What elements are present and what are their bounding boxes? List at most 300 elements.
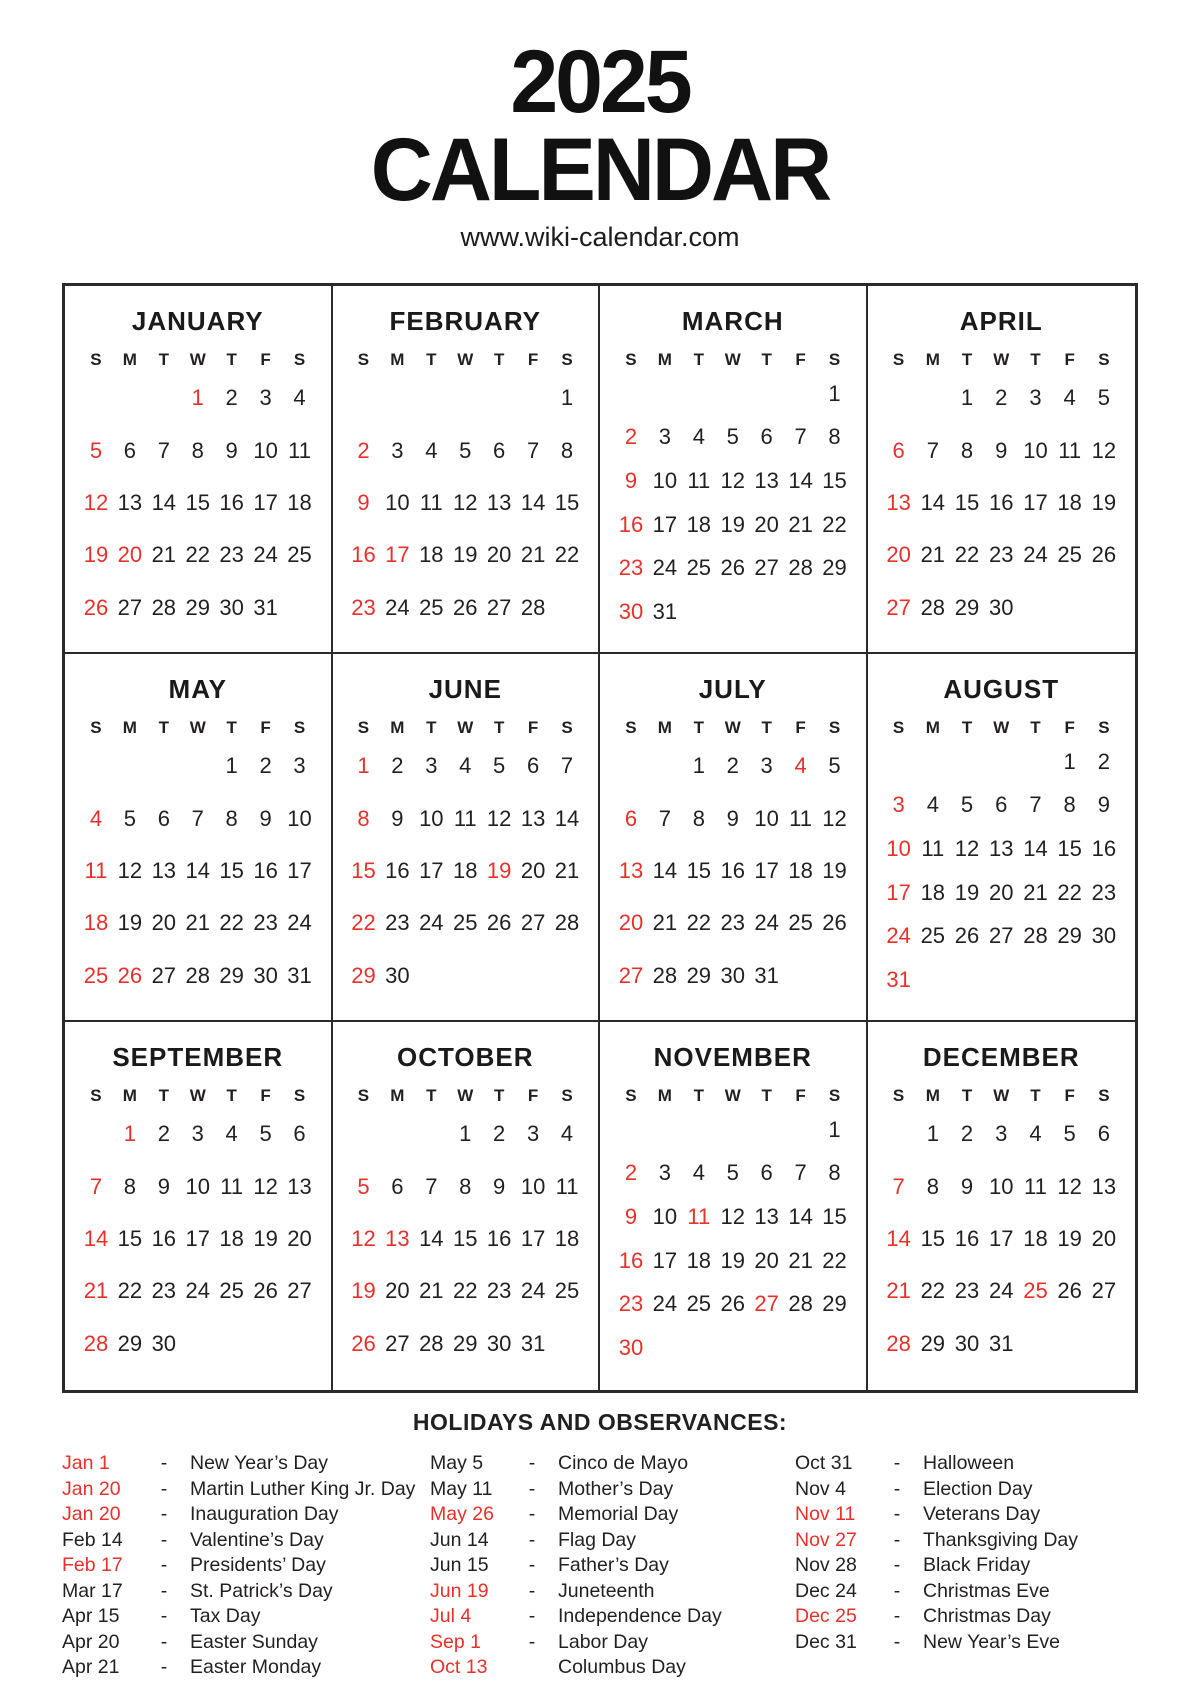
weekday-letter: M <box>122 350 137 369</box>
day-cell: 7 <box>191 805 204 831</box>
day-cell: 24 <box>287 910 312 936</box>
day-cell <box>1087 595 1121 621</box>
day-cell <box>882 1121 916 1147</box>
weekday-letter: T <box>1030 718 1041 737</box>
weekday-letter: S <box>293 718 306 737</box>
day-cell: 4 <box>692 424 705 450</box>
day-cell: 8 <box>357 805 370 831</box>
holiday-row <box>430 1502 795 1528</box>
holiday-date: Nov 28 <box>795 1554 857 1576</box>
day-cell: 15 <box>351 857 376 883</box>
day-cell: 20 <box>989 879 1014 905</box>
day-cell <box>682 1117 716 1143</box>
day-cell <box>1053 1331 1087 1357</box>
day-cell: 28 <box>520 594 546 620</box>
day-cell: 4 <box>560 1121 574 1147</box>
day-cell: 9 <box>259 805 272 831</box>
month-title: JUNE <box>428 674 502 704</box>
day-cell: 17 <box>989 1225 1014 1251</box>
day-cell: 12 <box>822 805 847 831</box>
weekday-letter: W <box>189 1086 206 1105</box>
day-cell: 6 <box>526 753 540 779</box>
day-cell: 26 <box>720 1291 745 1317</box>
weekday-letter: M <box>925 350 940 369</box>
weekday-letter: F <box>527 1086 539 1105</box>
holiday-row <box>430 1579 795 1605</box>
day-cell: 16 <box>618 1247 644 1273</box>
day-cell <box>916 749 950 775</box>
day-cell: 10 <box>886 836 911 862</box>
day-cell: 18 <box>686 1247 712 1273</box>
day-cell: 2 <box>391 753 404 779</box>
weekday-letter: F <box>795 350 806 369</box>
date-row <box>347 595 585 621</box>
weekday-letter: T <box>226 718 237 737</box>
day-cell: 14 <box>185 857 210 883</box>
day-cell: 4 <box>225 1121 238 1147</box>
holiday-row <box>430 1630 795 1656</box>
day-cell: 22 <box>554 542 580 568</box>
day-cell <box>1018 749 1052 775</box>
day-cell: 27 <box>486 594 512 620</box>
day-cell <box>648 753 682 779</box>
holiday-dash: - <box>528 1554 536 1576</box>
day-cell <box>818 963 852 989</box>
day-cell <box>916 967 950 993</box>
day-cell: 13 <box>486 489 512 515</box>
day-cell: 12 <box>453 489 478 515</box>
weekday-letter: W <box>457 1086 474 1105</box>
day-cell: 14 <box>554 805 580 831</box>
weekday-letter: S <box>625 350 637 369</box>
holiday-row <box>430 1604 795 1630</box>
day-cell: 19 <box>453 542 478 568</box>
date-row <box>614 858 852 884</box>
day-cell <box>215 1331 249 1357</box>
day-cell: 29 <box>920 1330 946 1356</box>
day-cell: 26 <box>1091 542 1117 568</box>
day-cell: 20 <box>618 910 644 936</box>
day-cell: 8 <box>692 805 705 831</box>
day-cell: 5 <box>960 792 974 818</box>
day-cell: 16 <box>1091 836 1117 862</box>
day-cell <box>79 385 113 411</box>
date-row <box>79 910 317 936</box>
day-cell: 28 <box>185 962 210 988</box>
weekday-letter: S <box>561 350 573 369</box>
day-cell: 21 <box>788 1247 813 1273</box>
day-cell: 5 <box>1063 1121 1076 1147</box>
day-cell: 3 <box>658 424 671 450</box>
holiday-row <box>62 1630 430 1656</box>
weekday-letter: W <box>457 718 474 737</box>
day-cell: 15 <box>554 489 580 515</box>
day-cell: 11 <box>555 1173 579 1199</box>
weekday-letter: S <box>1098 1086 1110 1105</box>
day-cell: 18 <box>419 542 444 568</box>
holiday-date: Apr 15 <box>62 1605 120 1627</box>
day-cell: 6 <box>624 805 638 831</box>
day-cell: 2 <box>157 1121 170 1147</box>
holiday-name: Columbus Day <box>558 1656 686 1678</box>
day-cell: 25 <box>788 910 813 936</box>
day-cell <box>818 1335 852 1361</box>
page-header <box>0 0 1200 253</box>
weekday-letter: T <box>1030 1086 1041 1105</box>
month-cell <box>333 1022 601 1390</box>
holiday-row <box>430 1553 795 1579</box>
day-cell: 4 <box>1063 385 1076 411</box>
holiday-name: Election Day <box>923 1477 1033 1500</box>
holiday-dash: - <box>893 1503 901 1525</box>
day-cell: 26 <box>253 1278 278 1304</box>
weekday-letter: F <box>527 350 539 369</box>
holiday-date: Jun 19 <box>430 1579 489 1602</box>
holiday-dash: - <box>160 1579 168 1602</box>
day-cell: 5 <box>726 424 739 450</box>
day-cell: 13 <box>1091 1173 1117 1199</box>
day-cell: 10 <box>287 805 312 831</box>
day-cell: 27 <box>754 555 779 581</box>
day-cell: 26 <box>486 910 512 936</box>
day-cell: 12 <box>954 836 980 862</box>
day-cell <box>882 749 916 775</box>
month-cell <box>600 1022 868 1390</box>
day-cell: 20 <box>1091 1225 1117 1251</box>
dates-grid <box>347 1108 585 1370</box>
date-row <box>614 468 852 494</box>
day-cell: 17 <box>886 879 911 905</box>
holiday-row <box>62 1477 430 1503</box>
day-cell: 15 <box>822 468 847 494</box>
holiday-name: Easter Sunday <box>190 1630 318 1653</box>
day-cell: 9 <box>960 1173 974 1199</box>
day-cell: 20 <box>486 542 512 568</box>
day-cell: 4 <box>293 385 306 411</box>
day-cell: 20 <box>520 857 546 883</box>
date-row <box>347 1278 585 1304</box>
day-cell: 14 <box>788 468 813 494</box>
day-cell: 15 <box>954 489 980 515</box>
date-row <box>79 806 317 832</box>
day-cell: 7 <box>892 1173 905 1199</box>
holiday-dash: - <box>160 1503 168 1525</box>
date-row <box>614 1160 852 1186</box>
day-cell: 17 <box>1023 489 1048 515</box>
day-cell: 19 <box>253 1225 278 1251</box>
date-row <box>347 542 585 568</box>
day-cell: 27 <box>754 1291 779 1317</box>
day-cell: 31 <box>754 962 779 988</box>
day-cell: 13 <box>520 805 546 831</box>
weekday-letter: M <box>390 350 405 369</box>
day-cell: 11 <box>687 1204 711 1230</box>
day-cell: 4 <box>692 1160 705 1186</box>
day-cell: 4 <box>459 753 472 779</box>
day-cell: 26 <box>822 910 847 936</box>
day-cell <box>347 385 381 411</box>
day-cell: 27 <box>287 1278 312 1304</box>
day-cell: 30 <box>151 1330 177 1356</box>
day-cell: 21 <box>185 910 210 936</box>
day-cell: 28 <box>83 1330 109 1356</box>
weekday-letter: T <box>761 1086 772 1105</box>
day-cell: 24 <box>754 910 779 936</box>
day-cell: 30 <box>385 962 410 988</box>
day-cell: 26 <box>117 962 143 988</box>
day-cell: 19 <box>486 857 512 883</box>
holiday-date: Mar 17 <box>62 1579 123 1602</box>
day-cell: 13 <box>618 857 644 883</box>
day-cell: 9 <box>1097 792 1111 818</box>
holiday-name: Labor Day <box>558 1630 648 1653</box>
day-cell: 16 <box>219 489 244 515</box>
date-row <box>614 806 852 832</box>
holiday-row <box>62 1579 430 1605</box>
day-cell: 9 <box>493 1173 506 1199</box>
day-cell: 23 <box>720 910 745 936</box>
day-cell <box>1018 967 1052 993</box>
day-cell: 2 <box>493 1121 506 1147</box>
day-cell: 13 <box>754 468 779 494</box>
day-cell: 25 <box>219 1278 244 1304</box>
holiday-date: May 11 <box>430 1477 493 1500</box>
month-cell <box>65 1022 333 1390</box>
day-cell: 27 <box>151 962 177 988</box>
weekday-letter: S <box>357 350 370 369</box>
day-cell: 21 <box>1023 879 1048 905</box>
day-cell: 22 <box>822 511 847 537</box>
day-cell <box>380 385 414 411</box>
day-cell: 16 <box>989 489 1014 515</box>
day-cell <box>984 967 1018 993</box>
dates-grid <box>79 1108 317 1370</box>
weekday-letter: W <box>189 718 206 737</box>
day-cell: 23 <box>151 1278 177 1304</box>
dates-grid <box>347 740 585 1002</box>
holiday-date: Apr 21 <box>62 1656 120 1678</box>
day-cell <box>147 753 181 779</box>
day-cell: 27 <box>989 923 1014 949</box>
month-cell <box>600 286 868 654</box>
holiday-dash: - <box>893 1477 901 1500</box>
day-cell: 20 <box>151 910 177 936</box>
holiday-name: Valentine’s Day <box>190 1528 324 1551</box>
day-cell: 12 <box>720 468 745 494</box>
holiday-row <box>795 1604 1125 1630</box>
day-cell: 22 <box>185 542 210 568</box>
date-row <box>347 490 585 516</box>
day-cell <box>113 385 147 411</box>
day-cell: 25 <box>419 594 444 620</box>
day-cell: 3 <box>391 437 404 463</box>
day-cell: 25 <box>287 542 312 568</box>
day-cell: 23 <box>219 542 244 568</box>
weekday-letter: W <box>724 718 741 737</box>
holiday-row <box>795 1630 1125 1656</box>
weekday-letter: T <box>226 350 237 369</box>
holiday-row <box>430 1477 795 1503</box>
holiday-row <box>795 1528 1125 1554</box>
day-cell: 11 <box>419 489 443 515</box>
day-cell: 5 <box>726 1160 739 1186</box>
day-cell: 23 <box>954 1278 980 1304</box>
day-cell: 20 <box>754 1247 779 1273</box>
day-cell: 26 <box>453 594 478 620</box>
day-cell: 21 <box>886 1278 911 1304</box>
holiday-dash: - <box>528 1477 536 1500</box>
day-cell: 24 <box>652 1291 678 1317</box>
holiday-dash: - <box>160 1554 168 1576</box>
day-cell: 17 <box>287 857 312 883</box>
holiday-name: Black Friday <box>923 1554 1031 1576</box>
day-cell: 20 <box>754 511 779 537</box>
weekday-header <box>79 1086 317 1106</box>
day-cell: 11 <box>789 805 813 831</box>
day-cell: 24 <box>886 923 911 949</box>
dates-grid <box>882 740 1122 1002</box>
day-cell: 6 <box>157 805 170 831</box>
date-row <box>79 1331 317 1357</box>
weekday-header <box>79 718 317 738</box>
day-cell: 2 <box>357 437 370 463</box>
day-cell: 10 <box>1023 437 1048 463</box>
day-cell: 14 <box>419 1225 444 1251</box>
day-cell: 7 <box>1029 792 1042 818</box>
weekday-letter: F <box>1064 1086 1075 1105</box>
day-cell: 28 <box>554 910 580 936</box>
month-cell <box>65 654 333 1022</box>
day-cell <box>1053 967 1087 993</box>
day-cell: 13 <box>886 489 911 515</box>
day-cell: 10 <box>652 468 678 494</box>
day-cell <box>283 595 317 621</box>
day-cell: 25 <box>83 962 109 988</box>
day-cell: 1 <box>960 385 974 411</box>
day-cell: 11 <box>687 468 711 494</box>
date-row <box>347 1174 585 1200</box>
day-cell: 10 <box>253 437 278 463</box>
day-cell: 23 <box>385 910 410 936</box>
day-cell: 18 <box>219 1225 244 1251</box>
day-cell: 18 <box>287 489 312 515</box>
day-cell: 19 <box>954 879 980 905</box>
weekday-letter: M <box>925 1086 940 1105</box>
date-row <box>347 963 585 989</box>
holiday-dash: - <box>160 1630 168 1653</box>
day-cell: 17 <box>652 511 678 537</box>
day-cell: 15 <box>1057 836 1082 862</box>
day-cell: 2 <box>995 385 1008 411</box>
day-cell: 29 <box>822 1291 847 1317</box>
day-cell: 13 <box>151 857 177 883</box>
day-cell: 18 <box>686 511 712 537</box>
day-cell: 29 <box>351 962 376 988</box>
holiday-row <box>62 1553 430 1579</box>
calendar-title: CALENDAR <box>370 120 830 220</box>
day-cell: 13 <box>117 489 143 515</box>
day-cell: 14 <box>886 1225 911 1251</box>
day-cell: 28 <box>419 1330 444 1356</box>
day-cell: 11 <box>1024 1173 1047 1199</box>
day-cell: 12 <box>720 1204 745 1230</box>
day-cell: 17 <box>385 542 410 568</box>
day-cell <box>249 1331 283 1357</box>
date-row <box>882 542 1122 568</box>
month-cell <box>868 1022 1136 1390</box>
day-cell: 22 <box>920 1278 946 1304</box>
day-cell: 16 <box>151 1225 177 1251</box>
day-cell <box>550 595 584 621</box>
day-cell: 14 <box>788 1204 813 1230</box>
day-cell: 30 <box>618 599 644 625</box>
date-row <box>614 910 852 936</box>
date-row <box>614 1335 852 1361</box>
day-cell: 23 <box>618 1291 644 1317</box>
dates-grid <box>614 1108 852 1370</box>
date-row <box>882 490 1122 516</box>
date-row <box>614 753 852 779</box>
dates-grid <box>614 372 852 634</box>
day-cell: 6 <box>293 1121 306 1147</box>
weekday-letter: S <box>90 718 102 737</box>
day-cell: 14 <box>1023 836 1048 862</box>
day-cell: 20 <box>385 1278 410 1304</box>
holiday-dash: - <box>893 1630 901 1653</box>
date-row <box>79 1121 317 1147</box>
day-cell: 6 <box>760 1160 773 1186</box>
weekday-letter: T <box>426 718 437 737</box>
month-cell <box>600 654 868 1022</box>
weekday-letter: W <box>993 718 1010 737</box>
holiday-dash: - <box>160 1528 168 1551</box>
weekday-header <box>347 718 585 738</box>
day-cell: 25 <box>1023 1278 1048 1304</box>
day-cell <box>414 963 448 989</box>
holiday-name: Mother’s Day <box>558 1477 674 1500</box>
day-cell <box>818 599 852 625</box>
day-cell: 3 <box>658 1160 671 1186</box>
day-cell: 12 <box>1091 437 1117 463</box>
day-cell: 18 <box>453 857 478 883</box>
day-cell: 11 <box>453 805 477 831</box>
day-cell <box>950 967 984 993</box>
day-cell: 20 <box>886 542 911 568</box>
weekday-letter: S <box>293 350 306 369</box>
day-cell <box>750 1117 784 1143</box>
date-row <box>882 438 1122 464</box>
day-cell <box>181 1331 215 1357</box>
weekday-letter: T <box>761 718 772 737</box>
day-cell <box>750 599 784 625</box>
day-cell: 9 <box>624 468 638 494</box>
day-cell <box>614 381 648 407</box>
day-cell: 9 <box>726 805 739 831</box>
weekday-letter: F <box>795 718 806 737</box>
date-row <box>347 1331 585 1357</box>
day-cell: 6 <box>1097 1121 1111 1147</box>
holiday-date: Jul 4 <box>430 1605 472 1627</box>
day-cell: 27 <box>1091 1278 1117 1304</box>
day-cell <box>750 381 784 407</box>
day-cell: 3 <box>1029 385 1042 411</box>
day-cell <box>550 1331 584 1357</box>
day-cell: 19 <box>1091 489 1117 515</box>
day-cell: 21 <box>652 910 678 936</box>
day-cell: 9 <box>995 437 1008 463</box>
day-cell <box>448 385 482 411</box>
date-row <box>882 595 1122 621</box>
